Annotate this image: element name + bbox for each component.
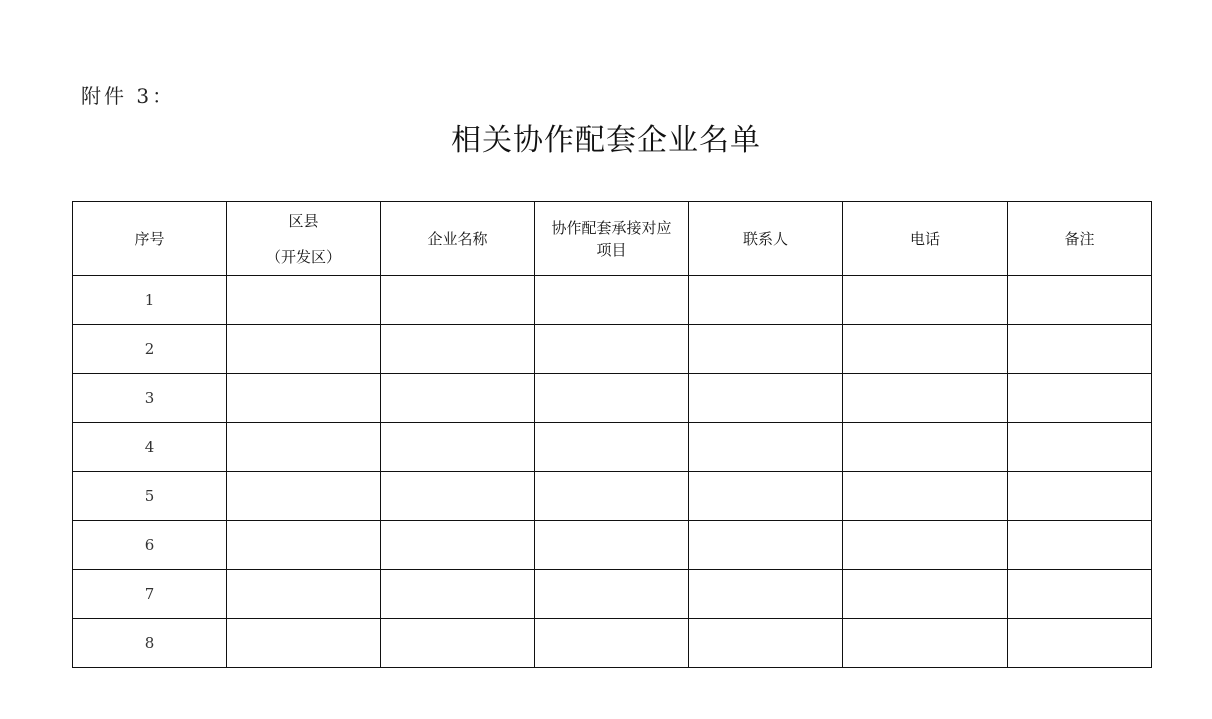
header-remarks-label: 备注 xyxy=(1064,229,1095,248)
cell-project xyxy=(535,423,689,472)
table-row xyxy=(73,276,1152,325)
header-enterprise-name xyxy=(381,202,535,276)
cell-contact xyxy=(689,374,843,423)
cell-district xyxy=(227,521,381,570)
cell-phone xyxy=(843,325,1008,374)
header-contact-label: 联系人 xyxy=(742,229,788,248)
cell-enterprise-name xyxy=(381,374,535,423)
header-district xyxy=(227,202,381,276)
cell-project xyxy=(535,276,689,325)
cell-contact xyxy=(689,276,843,325)
cell-remarks xyxy=(1008,521,1152,570)
cell-contact xyxy=(689,423,843,472)
cell-remarks xyxy=(1008,570,1152,619)
cell-contact xyxy=(689,521,843,570)
cell-contact xyxy=(689,325,843,374)
header-project xyxy=(535,202,689,276)
row-index-cell: 3 xyxy=(73,374,227,423)
cell-enterprise-name xyxy=(381,570,535,619)
row-index-cell: 6 xyxy=(73,521,227,570)
cell-enterprise-name xyxy=(381,472,535,521)
row-index-cell: 4 xyxy=(73,423,227,472)
header-district-label: 区县 xyxy=(288,211,319,230)
table-row xyxy=(73,619,1152,668)
cell-enterprise-name xyxy=(381,619,535,668)
cell-contact xyxy=(689,472,843,521)
table-row xyxy=(73,325,1152,374)
cell-district xyxy=(227,472,381,521)
page-title: 相关协作配套企业名单 xyxy=(451,123,761,158)
row-index-cell: 2 xyxy=(73,325,227,374)
cell-project xyxy=(535,472,689,521)
table-row xyxy=(73,374,1152,423)
cell-project xyxy=(535,325,689,374)
cell-project xyxy=(535,521,689,570)
cell-phone xyxy=(843,570,1008,619)
cell-phone xyxy=(843,472,1008,521)
table-row xyxy=(73,423,1152,472)
cell-phone xyxy=(843,374,1008,423)
table-row xyxy=(73,570,1152,619)
table-body xyxy=(73,276,1152,668)
header-project-label-2: 项目 xyxy=(596,240,627,259)
table-row xyxy=(73,521,1152,570)
cell-enterprise-name xyxy=(381,276,535,325)
header-enterprise-name-label: 企业名称 xyxy=(427,229,488,248)
row-index-cell: 5 xyxy=(73,472,227,521)
row-index-cell: 8 xyxy=(73,619,227,668)
header-project-label: 协作配套承接对应 xyxy=(551,218,672,237)
cell-enterprise-name xyxy=(381,325,535,374)
cell-phone xyxy=(843,423,1008,472)
header-index xyxy=(73,202,227,276)
header-district-sublabel: （开发区） xyxy=(265,247,341,266)
header-index-label: 序号 xyxy=(134,229,165,248)
row-index-cell: 7 xyxy=(73,570,227,619)
enterprise-list-table xyxy=(72,201,1152,668)
cell-phone xyxy=(843,619,1008,668)
cell-district xyxy=(227,423,381,472)
cell-remarks xyxy=(1008,325,1152,374)
header-remarks xyxy=(1008,202,1152,276)
cell-project xyxy=(535,619,689,668)
cell-remarks xyxy=(1008,619,1152,668)
cell-phone xyxy=(843,276,1008,325)
table-row xyxy=(73,472,1152,521)
cell-project xyxy=(535,570,689,619)
cell-project xyxy=(535,374,689,423)
cell-contact xyxy=(689,619,843,668)
cell-remarks xyxy=(1008,423,1152,472)
cell-district xyxy=(227,276,381,325)
row-index-cell: 1 xyxy=(73,276,227,325)
cell-district xyxy=(227,619,381,668)
cell-enterprise-name xyxy=(381,423,535,472)
table-header-row xyxy=(73,202,1152,276)
attachment-label: 附件 3： xyxy=(81,84,176,108)
cell-remarks xyxy=(1008,374,1152,423)
cell-contact xyxy=(689,570,843,619)
cell-district xyxy=(227,374,381,423)
header-phone-label: 电话 xyxy=(909,229,940,248)
cell-phone xyxy=(843,521,1008,570)
cell-remarks xyxy=(1008,276,1152,325)
header-phone xyxy=(843,202,1008,276)
cell-district xyxy=(227,325,381,374)
cell-enterprise-name xyxy=(381,521,535,570)
cell-remarks xyxy=(1008,472,1152,521)
cell-district xyxy=(227,570,381,619)
header-contact xyxy=(689,202,843,276)
